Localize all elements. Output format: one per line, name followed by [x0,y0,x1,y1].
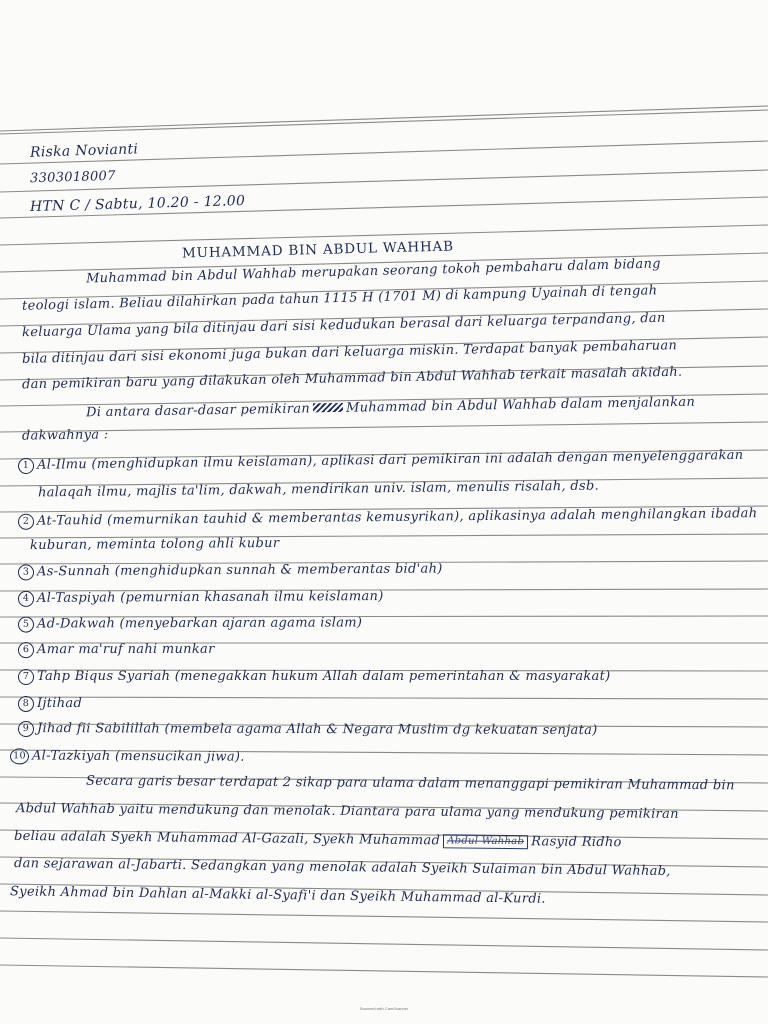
paragraph-3-line-2: Abdul Wahhab yaitu mendukung dan menolak. Diantara para ulama yang mendukung pemikiran [15,801,679,822]
paragraph-3-text-before: beliau adalah Syekh Muhammad Al-Gazali, Syekh Muhammad [13,828,441,849]
paragraph-3-text-after: Rasyid Ridho [531,834,622,851]
list-item-text: Ad-Dakwah (menyebarkan ajaran agama islam) [36,615,363,632]
list-item [10,748,245,765]
list-item-text: Tahp Biqus Syariah (menegakkan hukum Allah dalam pemerintahan & masyarakat) [37,669,611,684]
paragraph-1-line-1: Muhammad bin Abdul Wahhab merupakan seorang tokoh pembaharu dalam bidang [85,256,661,287]
paragraph-2-line-1 [86,395,695,421]
paragraph-1-line-2: teologi islam. Beliau dilahirkan pada tahun 1115 H (1701 M) di kampung Uyainah di tengah [21,283,658,314]
paragraph-3-line-1: Secara garis besar terdapat 2 sikap para ulama dalam menanggapi pemikiran Muhammad bin [85,773,735,794]
list-item-continuation: halaqah ilmu, majlis ta'lim, dakwah, mendirikan univ. islam, menulis risalah, dsb. [37,478,600,501]
item-number-circle: 4 [18,591,34,607]
crossed-out-scribble [313,403,343,413]
student-name: Riska Novianti [29,141,139,161]
list-item-text: Al-Taspiyah (pemurnian khasanah ilmu keislaman) [36,589,384,606]
list-item-text: Al-Tazkiyah (mensucikan jiwa). [31,748,245,765]
list-item [18,448,744,474]
paragraph-2-text-after: Muhammad bin Abdul Wahhab dalam menjalankan [345,394,696,416]
paragraph-2-text-before: Di antara dasar-dasar pemikiran [85,401,311,421]
paragraph-1-line-4: bila ditinjau dari sisi ekonomi juga bukan dari keluarga miskin. Terdapat banyak pembaharuan [21,338,678,367]
list-item-text: Amar ma'ruf nahi munkar [36,641,215,658]
list-item-text: Ijtihad [36,695,83,712]
student-id: 3303018007 [29,168,116,187]
list-item [18,669,611,685]
list-item-text: Jihad fii Sabilillah (membela agama Allah & Negara Muslim dg kekuatan senjata) [36,721,598,739]
scanner-watermark: Scanned with CamScanner [359,1006,409,1011]
item-number-circle: 9 [18,721,34,737]
item-number-circle: 1 [18,458,34,474]
crossed-out-box: Abdul Wahhab [443,834,528,849]
item-number-circle: 10 [10,748,29,764]
list-item-text: As-Sunnah (menghidupkan sunnah & memberantas bid'ah) [36,561,443,580]
paragraph-1-line-5: dan pemikiran baru yang dilakukan oleh Muhammad bin Abdul Wahhab terkait masalah akidah. [21,364,683,393]
list-item [18,642,215,658]
item-number-circle: 5 [18,617,34,633]
item-number-circle: 2 [18,514,34,530]
item-number-circle: 8 [18,696,34,712]
list-item [18,615,362,632]
list-item-continuation: kuburan, meminta tolong ahli kubur [29,535,280,554]
list-item-text: At-Tauhid (memurnikan tauhid & memberantas kemusyrikan), aplikasinya adalah menghilangkan ibadah [36,506,758,529]
list-item [18,721,598,739]
item-number-circle: 7 [18,669,34,685]
paragraph-3-line-3 [14,829,622,850]
list-item [18,562,443,581]
paragraph-3-line-4: dan sejarawan al-Jabarti. Sedangkan yang menolak adalah Syeikh Sulaiman bin Abdul Wahhab, [13,855,671,880]
paragraph-3-line-5: Syeikh Ahmad bin Dahlan al-Makki al-Syafi'i dan Syeikh Muhammad al-Kurdi. [9,884,546,907]
list-item [18,506,758,530]
item-number-circle: 3 [18,564,34,580]
list-item [18,696,82,712]
item-number-circle: 6 [18,642,34,658]
essay-title: MUHAMMAD BIN ABDUL WAHHAB [181,238,455,262]
list-item [18,589,384,607]
class-info: HTN C / Sabtu, 10.20 - 12.00 [29,192,246,216]
paragraph-1-line-3: keluarga Ulama yang bila ditinjau dari sisi kedudukan berasal dari keluarga terpandang, dan [21,310,666,341]
list-item-text: Al-Ilmu (menghidupkan ilmu keislaman), aplikasi dari pemikiran ini adalah dengan menyelenggarakan [36,447,744,473]
paragraph-2-line-2: dakwahnya : [21,427,109,444]
